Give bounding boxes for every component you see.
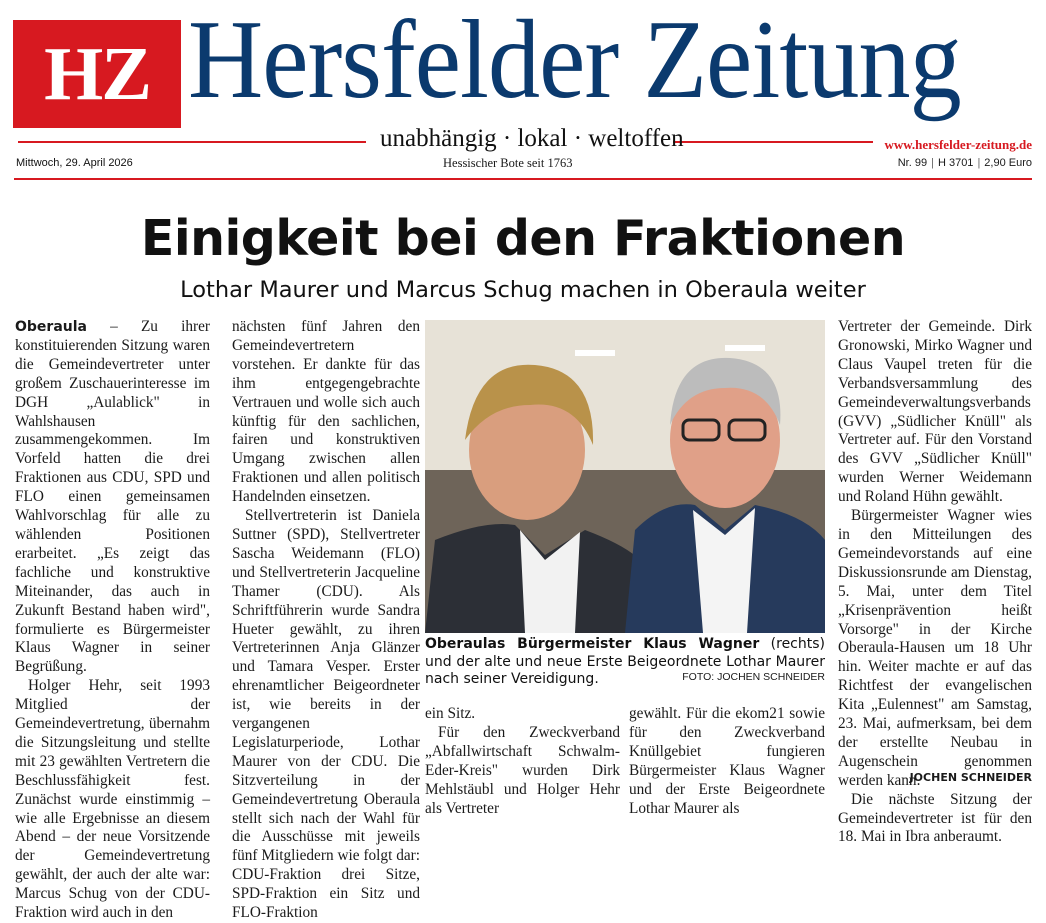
- photo-caption: Oberaulas Bürgermeister Klaus Wagner (rechts) und der alte und neue Erste Beigeordnete Lothar Maurer nach seiner Vereidigung.: [425, 636, 825, 687]
- paragraph: Oberaula – Zu ihrer konstituierenden Sitzung waren die Gemeindevertreter unter großem Zuschauerinteresse im DGH „Aulablick" in Wahlshausen zusammengekommen. Im Vorfeld hatten die drei Fraktionen aus CDU, SPD und FLO einen gemeinsamen Wahlvorschlag für alle zu wählenden Positionen erarbeitet. „Es zeigt das fachliche und konstruktive Miteinander, das auch in Zukunft Bestand haben wird", formulierte es Bürgermeister Klaus Wagner in seiner Begrüßung.: [15, 318, 210, 676]
- paragraph: Vertreter der Gemeinde. Dirk Gronowski, Mirko Wagner und Claus Vaupel treten für die Verbandsversammlung des Gemeindeverwaltungsverbands (GVV) „Südlicher Knüll" als Vertreter auf. Für den Vorstand des GVV „Südlicher Knüll" wurden Werner Weidemann und Roland Hühn gewählt.: [838, 318, 1032, 506]
- issue-code: H 3701: [937, 157, 974, 169]
- divider: [14, 178, 1032, 180]
- issue-number: Nr. 99: [897, 157, 928, 169]
- issue-info: Nr. 99 | H 3701 | 2,90 Euro: [897, 157, 1032, 169]
- author-byline: JOCHEN SCHNEIDER: [909, 771, 1032, 784]
- paragraph: Stellvertreterin ist Daniela Suttner (SPD), Stellvertreter Sascha Weidemann (FLO) und Stellvertreterin Jacqueline Thamer (CDU). Als Schriftführerin wurde Sandra Hueter gewählt, zu ihren Vertreterinnen Anja Glänzer und Tamara Vesper. Erster ehrenamtlicher Beigeordneter ist, wie bereits in der vergangenen Legislaturperiode, Lothar Maurer von der CDU. Die Sitzverteilung in der Gemeindevertretung Oberaula stellt sich nach der Wahl für die Ausschüsse mit jeweils fünf Mitgliedern wie folgt dar: CDU-Fraktion drei Sitze, SPD-Fraktion ein Sitz und FLO-Fraktion: [232, 507, 420, 922]
- tagline: unabhängig · lokal · weltoffen: [380, 125, 684, 152]
- photo-two-men: [425, 320, 825, 633]
- paragraph: ein Sitz.: [425, 705, 476, 722]
- headline: Einigkeit bei den Fraktionen: [140, 210, 906, 267]
- divider: [673, 141, 873, 143]
- website-link[interactable]: www.hersfelder-zeitung.de: [884, 137, 1032, 152]
- subheadline: Lothar Maurer und Marcus Schug machen in Oberaula weiter: [180, 277, 866, 303]
- article-column-3a: [425, 705, 620, 818]
- masthead-subtitle: Hessischer Bote seit 1763: [443, 156, 573, 170]
- paragraph: Die nächste Sitzung der Gemeindevertreter ist für den 18. Mai in Ibra anberaumt.: [838, 790, 1032, 846]
- paragraph: gewählt. Für die ekom21 sowie für den Zweckverband Knüllgebiet fungieren Bürgermeister Klaus Wagner und der Erste Beigeordnete Lothar Maurer als: [629, 705, 825, 817]
- paragraph: Holger Hehr, seit 1993 Mitglied der Gemeindevertretung, übernahm die Sitzungsleitung und stellte mit 23 gewählten Vertretern die Beschlussfähigkeit fest. Zunächst wurde einstimmig – wie alle Ergebnisse an diesem Abend – der neue Vorsitzende der Gemeindevertretung gewählt, der auch der alte war: Marcus Schug von der CDU-Fraktion wird auch in den: [15, 677, 210, 922]
- article-column-4: [838, 318, 1032, 847]
- paragraph: Für den Zweckverband „Abfallwirtschaft Schwalm-Eder-Kreis" wurden Dirk Mehlstäubl und Holger Hehr als Vertreter: [425, 723, 620, 817]
- article-column-3b: [629, 705, 825, 818]
- article-column-1: [15, 318, 210, 923]
- dateline-location: Oberaula: [15, 319, 87, 335]
- issue-price: 2,90 Euro: [984, 157, 1032, 169]
- newspaper-title: Hersfelder Zeitung: [188, 0, 961, 122]
- article-photo: [425, 320, 825, 633]
- article-column-2: [232, 318, 420, 923]
- paragraph: Bürgermeister Wagner wies in den Mitteilungen des Gemeindevorstands auf eine Diskussionsrunde am Dienstag, 5. Mai, unter dem Titel „Krisenprävention heißt Vorsorge" in der Kirche Oberaula-Hausen um 18 Uhr hin. Weiter machte er auf das Richtfest der evangelischen Kita „Eulennest" am Samstag, 23. Mai, aufmerksam, bei dem der erstellte Neubau in Augenschein genommen werden kann.: [838, 507, 1032, 789]
- divider: [18, 141, 366, 143]
- issue-date: Mittwoch, 29. April 2026: [16, 157, 133, 169]
- photo-credit: FOTO: JOCHEN SCHNEIDER: [682, 671, 825, 683]
- hz-logo: HZ: [13, 20, 181, 128]
- paragraph: nächsten fünf Jahren den Gemeindevertretern vorstehen. Er dankte für das ihm entgegengebrachte Vertrauen und wolle sich auch künftig für den sachlichen, fairen und konstruktiven Umgang zwischen allen Fraktionen und allen politisch Handelnden einsetzen.: [232, 318, 420, 506]
